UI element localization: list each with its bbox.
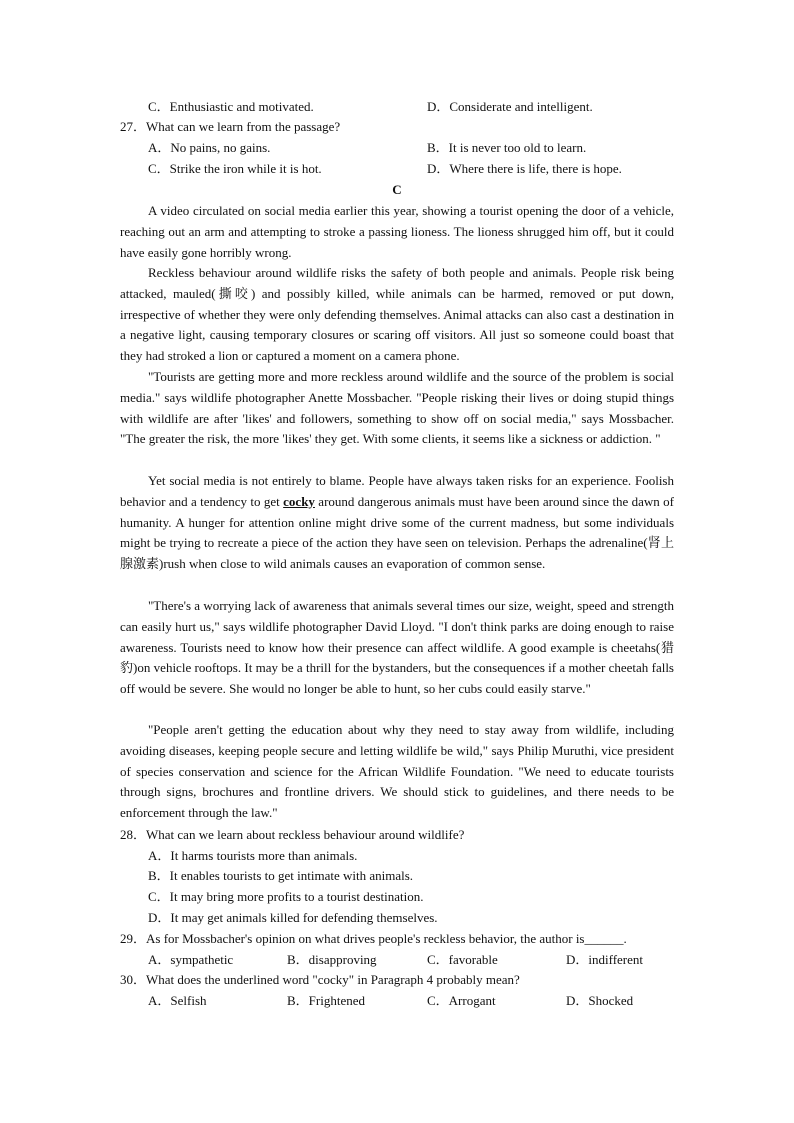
paragraph-6: "People aren't getting the education about why they need to stay away from wildlife, including avoiding diseases, keeping people secure and letting wildlife be wild," says Philip Muruthi, vice president of species conservation and science for the African Wildlife Foundation. "We need to educate tourists through signs, brochures and frontline drivers. We should stick to guidelines, and there needs to be enforcement through the law."	[120, 722, 674, 821]
paragraph-3: "Tourists are getting more and more reckless around wildlife and the source of the problem is social media." says wildlife photographer Anette Mossbacher. "People risking their lives or doing stupid things with wildlife are after 'likes' and followers, something to show off on social media," says Mossbacher. "The greater the risk, the more 'likes' they get. With some clients, it seems like a sickness or addiction. "	[120, 369, 674, 447]
paragraph-4-text-start: Yet social media is not entirely to blame. People have always taken risks for an experience. Foolish behavior and a tendency to get	[120, 473, 674, 509]
q29-option-a[interactable]: A．sympathetic	[148, 952, 234, 967]
paragraph-2: Reckless behaviour around wildlife risks the safety of both people and animals. People risk being attacked, mauled(撕咬) and possibly killed, while animals can be harmed, removed or put down, irrespective of whether they were only defending themselves. Animal attacks can also cast a destination in a negative light, causing temporary closures or scaring off visitors. All just so someone could boast that they had stroked a lion or captured a moment on a camera phone.	[120, 265, 674, 364]
q29-option-d[interactable]: D．indifferent	[566, 952, 644, 967]
q27-stem: 27．What can we learn from the passage?	[120, 119, 341, 134]
q26-option-c[interactable]: C．Enthusiastic and motivated.	[148, 99, 314, 114]
q27-option-d[interactable]: D．Where there is life, there is hope.	[427, 161, 622, 176]
paragraph-4	[120, 471, 674, 575]
q28-option-d[interactable]: D．It may get animals killed for defending themselves.	[148, 910, 438, 925]
q30-option-a[interactable]: A．Selfish	[148, 993, 207, 1008]
q30-option-b[interactable]: B．Frightened	[287, 993, 365, 1008]
q26-options-cd	[148, 97, 668, 117]
paragraph-1: A video circulated on social media earlier this year, showing a tourist opening the door of a vehicle, reaching out an arm and attempting to stroke a passing lioness. The lioness shrugged him off, but it could have easily gone horribly wrong.	[120, 203, 674, 260]
q27-option-a[interactable]: A．No pains, no gains.	[148, 140, 271, 155]
q29-option-b[interactable]: B．disapproving	[287, 952, 377, 967]
paragraph-5: "There's a worrying lack of awareness that animals several times our size, weight, speed and strength can easily hurt us," says wildlife photographer David Lloyd. "I don't think parks are doing enough to raise awareness. Tourists need to know how their presence can affect wildlife. A good example is cheetahs(猎豹)on vehicle rooftops. It may be a thrill for the bystanders, but the consequences if a mother cheetah falls off would be severe. She would no longer be able to hunt, so her cubs could easily starve."	[120, 598, 674, 697]
q28-option-a[interactable]: A．It harms tourists more than animals.	[148, 848, 358, 863]
q28-option-c[interactable]: C．It may bring more profits to a tourist destination.	[148, 889, 424, 904]
q28-stem: 28．What can we learn about reckless behaviour around wildlife?	[120, 827, 465, 842]
q27-options-cd	[148, 159, 668, 179]
section-title: C	[392, 182, 402, 197]
q28-option-b[interactable]: B．It enables tourists to get intimate with animals.	[148, 868, 414, 883]
q30-stem: 30．What does the underlined word "cocky" in Paragraph 4 probably mean?	[120, 972, 520, 987]
underlined-word-cocky: cocky	[283, 493, 315, 509]
q29-option-c[interactable]: C．favorable	[427, 952, 498, 967]
q29-options	[148, 950, 648, 970]
q27-option-b[interactable]: B．It is never too old to learn.	[427, 140, 587, 155]
q29-stem: 29．As for Mossbacher's opinion on what drives people's reckless behavior, the author is______.	[120, 931, 627, 946]
q30-option-d[interactable]: D．Shocked	[566, 993, 634, 1008]
q30-options	[148, 991, 648, 1011]
q26-option-d[interactable]: D．Considerate and intelligent.	[427, 99, 593, 114]
q27-option-c[interactable]: C．Strike the iron while it is hot.	[148, 161, 322, 176]
paragraph-4-text-end: around dangerous animals must have been around since the dawn of humanity. A hunger for attention online might drive some of the current madness, but some individuals might be trying to recreate a piece of the action they have seen on television. Perhaps the adrenaline(肾上腺激素)rush when close to wild animals causes an evaporation of common sense.	[120, 493, 674, 572]
q27-options-ab	[148, 138, 668, 158]
q30-option-c[interactable]: C．Arrogant	[427, 993, 496, 1008]
